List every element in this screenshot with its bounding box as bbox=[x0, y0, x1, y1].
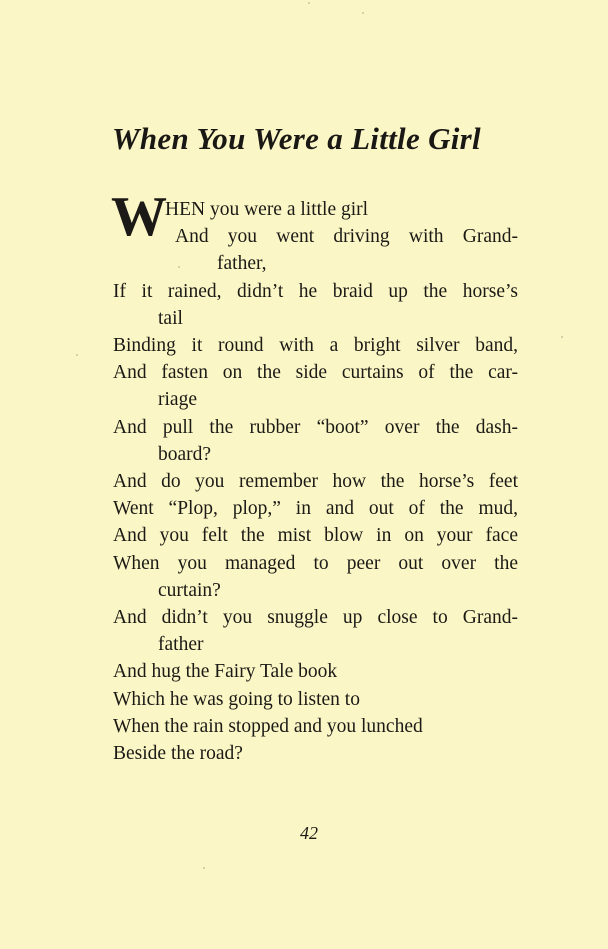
poem-line: And you went driving with Grand- bbox=[175, 226, 518, 248]
poem-line: And pull the rubber “boot” over the dash- bbox=[113, 416, 518, 438]
paper-speck bbox=[203, 867, 205, 869]
poem-line: Beside the road? bbox=[113, 743, 243, 765]
paper-speck bbox=[178, 266, 180, 268]
first-line-text: HEN you were a little girl bbox=[165, 199, 369, 220]
poem-line: And you felt the mist blow in on your face bbox=[113, 525, 518, 547]
poem-line: Binding it round with a bright silver band, bbox=[113, 335, 518, 357]
paper-speck bbox=[362, 12, 364, 14]
poem-line: curtain? bbox=[158, 579, 221, 601]
poem-line: riage bbox=[158, 389, 197, 411]
page-number: 42 bbox=[300, 823, 318, 843]
poem-body bbox=[111, 186, 518, 767]
poem-line: board? bbox=[158, 443, 212, 465]
poem-lines bbox=[113, 223, 518, 767]
poem-line: And fasten on the side curtains of the car- bbox=[113, 362, 518, 384]
poem-line: father bbox=[158, 634, 204, 656]
paper-speck bbox=[76, 354, 78, 356]
poem-line: And do you remember how the horse’s feet bbox=[113, 471, 518, 493]
poem-line: Which he was going to listen to bbox=[113, 688, 360, 710]
poem-title: When You Were a Little Girl bbox=[112, 121, 481, 156]
poem-line: If it rained, didn’t he braid up the horse’s bbox=[113, 280, 518, 302]
paper-speck bbox=[308, 2, 310, 4]
poem-line: And hug the Fairy Tale book bbox=[113, 661, 338, 683]
poem-line: Went “Plop, plop,” in and out of the mud, bbox=[113, 498, 518, 520]
paper-speck bbox=[561, 336, 563, 338]
poem-line: When you managed to peer out over the bbox=[113, 552, 518, 574]
poem-line: And didn’t you snuggle up close to Grand- bbox=[113, 607, 518, 629]
poem-line: father, bbox=[217, 253, 267, 275]
poem-line: tail bbox=[158, 307, 183, 329]
poem-line: When the rain stopped and you lunched bbox=[113, 715, 423, 737]
drop-cap: W bbox=[111, 186, 165, 248]
